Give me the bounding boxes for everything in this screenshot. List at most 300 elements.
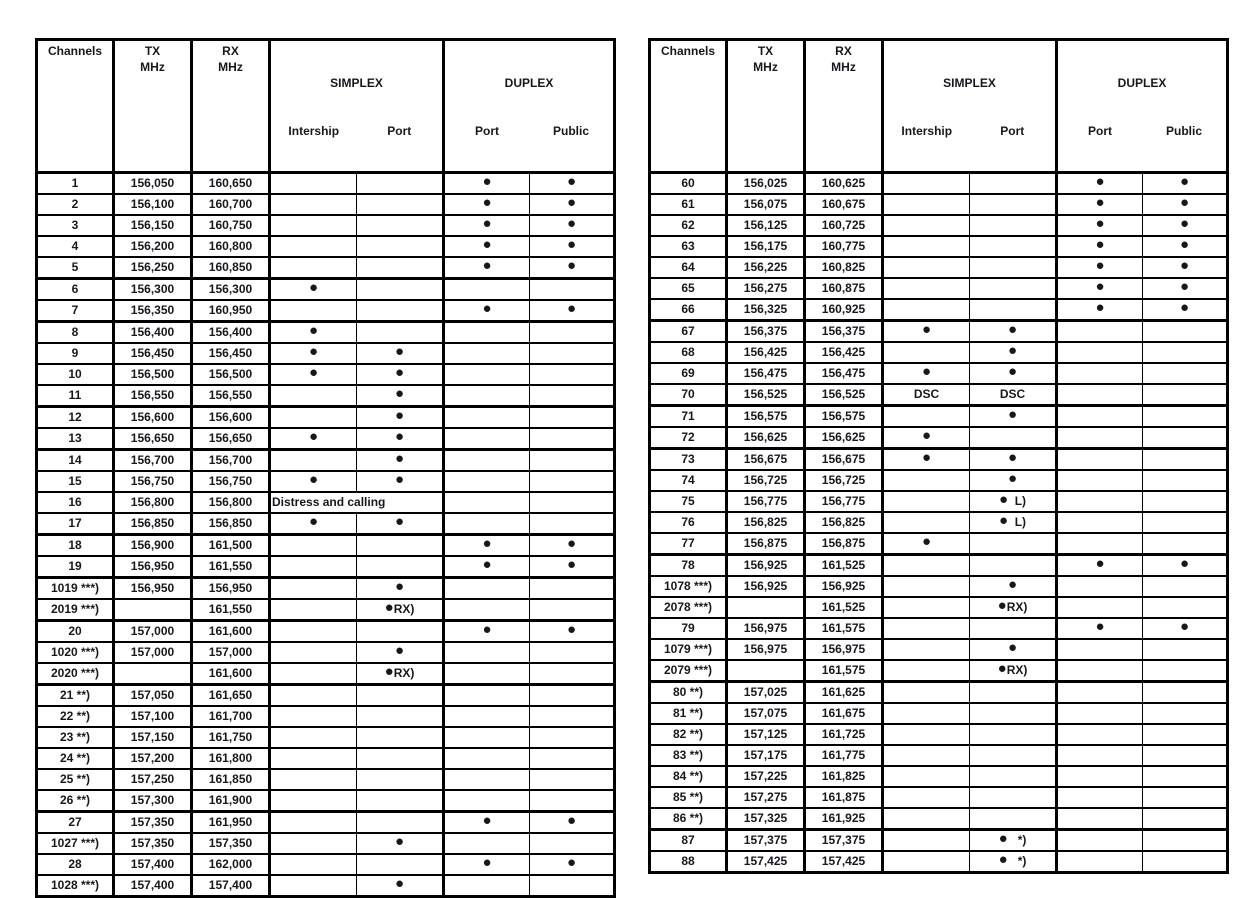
channel-row — [37, 492, 615, 513]
simplex-port-cell — [970, 342, 1057, 363]
channel-cell: 86 **) — [650, 808, 727, 830]
channel-row — [37, 173, 615, 195]
tx-frequency-cell: 156,875 — [727, 533, 805, 555]
channel-row — [650, 745, 1228, 766]
channel-row — [37, 854, 615, 875]
simplex-intership-cell: DSC — [883, 384, 970, 406]
duplex-public-cell — [530, 748, 615, 769]
rx-frequency-cell: 161,650 — [192, 685, 270, 707]
simplex-intership-cell — [270, 642, 357, 663]
filled-dot-icon: ● — [566, 173, 577, 190]
duplex-public-cell — [1143, 321, 1228, 343]
simplex-port-cell — [970, 236, 1057, 257]
simplex-port-cell — [357, 194, 444, 215]
duplex-port-cell — [1057, 597, 1143, 618]
duplex-port-cell — [1057, 491, 1143, 512]
rx-frequency-cell: 162,000 — [192, 854, 270, 875]
tx-frequency-cell: 157,325 — [727, 808, 805, 830]
channel-row — [650, 639, 1228, 660]
duplex-public-cell — [1143, 660, 1228, 682]
simplex-intership-cell — [270, 812, 357, 834]
duplex-public-cell — [530, 875, 615, 897]
simplex-port-cell — [970, 597, 1057, 618]
duplex-port-cell — [444, 833, 530, 854]
col-header-simplex — [270, 40, 444, 173]
rx-frequency-cell: 156,750 — [192, 471, 270, 492]
filled-dot-icon: ● — [997, 597, 1007, 614]
filled-dot-icon: ● — [394, 364, 405, 381]
tx-frequency-cell: 156,625 — [727, 427, 805, 449]
channel-cell: 71 — [650, 406, 727, 428]
filled-dot-icon: ● — [921, 449, 932, 466]
channel-row — [37, 364, 615, 385]
tx-frequency-cell: 156,150 — [114, 215, 192, 236]
duplex-public-cell — [530, 833, 615, 854]
tx-frequency-cell: 156,575 — [727, 406, 805, 428]
tx-frequency-cell: 156,300 — [114, 279, 192, 301]
tx-frequency-cell: 157,225 — [727, 766, 805, 787]
channel-cell: 81 **) — [650, 703, 727, 724]
duplex-public-cell — [530, 173, 615, 195]
tx-frequency-cell: 156,100 — [114, 194, 192, 215]
duplex-port-cell — [1057, 682, 1143, 704]
table-body — [37, 173, 615, 897]
rx-frequency-cell: 156,650 — [192, 428, 270, 450]
tx-frequency-cell: 157,050 — [114, 685, 192, 707]
simplex-port-cell — [970, 278, 1057, 299]
simplex-intership-cell — [270, 599, 357, 621]
tx-frequency-cell — [727, 660, 805, 682]
simplex-intership-cell — [883, 491, 970, 512]
simplex-intership-cell — [270, 513, 357, 535]
simplex-intership-cell — [270, 194, 357, 215]
col-header-simplex — [883, 40, 1057, 173]
rx-frequency-cell: 160,925 — [805, 299, 883, 321]
channel-cell: 75 — [650, 491, 727, 512]
simplex-label: SIMPLEX — [330, 76, 383, 90]
cell-footnote: *) — [1007, 833, 1027, 847]
rx-frequency-cell: 156,925 — [805, 576, 883, 597]
duplex-port-cell — [1057, 787, 1143, 808]
filled-dot-icon: ● — [308, 513, 319, 530]
channel-cell: 78 — [650, 555, 727, 577]
rx-frequency-cell: 161,750 — [192, 727, 270, 748]
duplex-port-cell — [1057, 299, 1143, 321]
duplex-port-cell — [444, 706, 530, 727]
rx-frequency-cell: 160,625 — [805, 173, 883, 195]
duplex-public-cell — [1143, 236, 1228, 257]
channel-cell: 68 — [650, 342, 727, 363]
tx-frequency-cell: 157,375 — [727, 830, 805, 852]
col-header-channels — [37, 40, 114, 173]
duplex-port-cell — [444, 385, 530, 407]
filled-dot-icon: ● — [308, 322, 319, 339]
simplex-intership-cell — [270, 343, 357, 364]
duplex-public-cell — [1143, 278, 1228, 299]
channel-cell: 13 — [37, 428, 114, 450]
rx-frequency-cell: 161,700 — [192, 706, 270, 727]
duplex-port-cell — [1057, 533, 1143, 555]
channel-cell: 64 — [650, 257, 727, 278]
cell-footnote: RX) — [393, 666, 415, 680]
duplex-port-cell — [1057, 724, 1143, 745]
table-header — [650, 40, 1228, 173]
simplex-port-cell — [357, 854, 444, 875]
rx-frequency-cell: 161,900 — [192, 790, 270, 812]
simplex-intership-cell — [883, 236, 970, 257]
tx-frequency-cell: 157,000 — [114, 642, 192, 663]
simplex-intership-cell — [883, 597, 970, 618]
tx-frequency-cell: 156,800 — [114, 492, 192, 513]
simplex-intership-cell — [270, 279, 357, 301]
tx-frequency-cell: 157,175 — [727, 745, 805, 766]
tx-frequency-cell: 157,200 — [114, 748, 192, 769]
distress-and-calling-cell: Distress and calling — [270, 492, 444, 513]
channel-cell: 74 — [650, 470, 727, 491]
tx-frequency-cell: 157,400 — [114, 875, 192, 897]
filled-dot-icon: ● — [566, 556, 577, 573]
rx-frequency-cell: 156,450 — [192, 343, 270, 364]
duplex-port-cell — [444, 428, 530, 450]
filled-dot-icon: ● — [998, 491, 1009, 508]
channel-cell: 1019 ***) — [37, 578, 114, 600]
filled-dot-icon: ● — [394, 513, 405, 530]
channel-row — [37, 450, 615, 472]
rx-frequency-cell: 161,925 — [805, 808, 883, 830]
channel-row — [650, 215, 1228, 236]
rx-frequency-cell: 161,625 — [805, 682, 883, 704]
simplex-intership-cell — [883, 470, 970, 491]
channel-cell: 24 **) — [37, 748, 114, 769]
duplex-label: DUPLEX — [1117, 76, 1167, 90]
rx-frequency-cell: 161,725 — [805, 724, 883, 745]
duplex-public-cell — [1143, 597, 1228, 618]
simplex-intership-cell — [270, 236, 357, 257]
channel-row — [37, 513, 615, 535]
channel-row — [37, 748, 615, 769]
tx-frequency-cell: 156,450 — [114, 343, 192, 364]
rx-frequency-cell: 156,625 — [805, 427, 883, 449]
channel-row — [650, 257, 1228, 278]
simplex-port-cell — [970, 427, 1057, 449]
vhf-channel-table-60-88 — [648, 38, 1229, 874]
duplex-port-cell — [1057, 236, 1143, 257]
simplex-port-cell — [970, 618, 1057, 639]
tx-frequency-cell: 156,975 — [727, 639, 805, 660]
filled-dot-icon: ● — [566, 236, 577, 253]
duplex-port-cell — [1057, 745, 1143, 766]
simplex-port-cell — [970, 660, 1057, 682]
filled-dot-icon: ● — [566, 300, 577, 317]
simplex-port-cell — [357, 257, 444, 279]
duplex-port-cell — [1057, 257, 1143, 278]
duplex-public-cell — [530, 471, 615, 492]
simplex-intership-cell — [270, 450, 357, 472]
simplex-intership-cell — [270, 727, 357, 748]
rx-frequency-cell: 160,700 — [192, 194, 270, 215]
tx-frequency-cell: 157,400 — [114, 854, 192, 875]
duplex-public-cell — [1143, 808, 1228, 830]
tx-frequency-cell: 156,775 — [727, 491, 805, 512]
filled-dot-icon: ● — [998, 830, 1008, 847]
duplex-public-cell — [1143, 533, 1228, 555]
rx-frequency-cell: 156,400 — [192, 322, 270, 344]
tx-frequency-cell: 156,600 — [114, 407, 192, 429]
duplex-public-cell — [1143, 427, 1228, 449]
rx-frequency-cell: 160,850 — [192, 257, 270, 279]
duplex-public-cell — [530, 790, 615, 812]
rx-frequency-cell: 161,775 — [805, 745, 883, 766]
simplex-port-cell — [970, 533, 1057, 555]
channel-row — [37, 428, 615, 450]
filled-dot-icon: ● — [1007, 639, 1018, 656]
simplex-intership-cell — [883, 639, 970, 660]
duplex-public-cell — [530, 812, 615, 834]
tx-frequency-cell: 157,300 — [114, 790, 192, 812]
filled-dot-icon: ● — [482, 257, 492, 274]
filled-dot-icon: ● — [482, 621, 492, 638]
duplex-public-cell — [1143, 384, 1228, 406]
channel-cell: 70 — [650, 384, 727, 406]
duplex-port-cell — [1057, 363, 1143, 384]
duplex-public-cell — [530, 407, 615, 429]
duplex-public-cell — [530, 194, 615, 215]
duplex-port-cell — [1057, 555, 1143, 577]
cell-footnote: RX) — [1006, 663, 1028, 677]
filled-dot-icon: ● — [394, 642, 405, 659]
channel-cell: 84 **) — [650, 766, 727, 787]
duplex-public-cell — [1143, 724, 1228, 745]
channel-cell: 1020 ***) — [37, 642, 114, 663]
cell-footnote: RX) — [393, 602, 415, 616]
tx-frequency-cell: 157,150 — [114, 727, 192, 748]
simplex-intership-cell — [883, 787, 970, 808]
simplex-port-cell — [357, 790, 444, 812]
channel-cell: 21 **) — [37, 685, 114, 707]
filled-dot-icon: ● — [384, 663, 394, 680]
duplex-port-cell — [1057, 406, 1143, 428]
filled-dot-icon: ● — [1179, 299, 1190, 316]
duplex-port-cell — [1057, 512, 1143, 533]
duplex-public-cell — [1143, 257, 1228, 278]
filled-dot-icon: ● — [1095, 555, 1105, 572]
rx-frequency-cell: 161,600 — [192, 663, 270, 685]
filled-dot-icon: ● — [1007, 321, 1018, 338]
duplex-public-cell — [1143, 682, 1228, 704]
channel-row — [650, 194, 1228, 215]
duplex-port-cell — [1057, 766, 1143, 787]
tx-frequency-cell: 156,950 — [114, 578, 192, 600]
filled-dot-icon: ● — [384, 599, 394, 616]
filled-dot-icon: ● — [1095, 236, 1105, 253]
channel-row — [37, 279, 615, 301]
filled-dot-icon: ● — [394, 875, 405, 892]
rx-frequency-cell: 161,800 — [192, 748, 270, 769]
channel-row — [650, 236, 1228, 257]
channel-cell: 26 **) — [37, 790, 114, 812]
tx-frequency-cell: 156,225 — [727, 257, 805, 278]
tx-frequency-cell: 156,425 — [727, 342, 805, 363]
simplex-intership-cell — [883, 618, 970, 639]
simplex-port-cell — [357, 769, 444, 790]
simplex-intership-cell — [883, 215, 970, 236]
channel-row — [650, 618, 1228, 639]
simplex-port-cell — [357, 407, 444, 429]
duplex-port-cell — [1057, 173, 1143, 195]
channel-cell: 5 — [37, 257, 114, 279]
duplex-port-cell — [444, 535, 530, 557]
duplex-port-cell — [1057, 470, 1143, 491]
channel-row — [37, 236, 615, 257]
channel-row — [37, 812, 615, 834]
filled-dot-icon: ● — [1007, 470, 1018, 487]
tx-frequency-cell: 156,200 — [114, 236, 192, 257]
simplex-intership-cell — [883, 851, 970, 873]
channel-row — [37, 685, 615, 707]
duplex-public-cell — [530, 621, 615, 643]
channel-row — [650, 384, 1228, 406]
rx-frequency-cell: 160,650 — [192, 173, 270, 195]
duplex-port-cell — [444, 364, 530, 385]
duplex-public-cell — [530, 385, 615, 407]
channel-row — [650, 512, 1228, 533]
tx-frequency-cell: 156,350 — [114, 300, 192, 322]
channel-row — [37, 343, 615, 364]
simplex-intership-cell — [883, 682, 970, 704]
rx-frequency-cell: 161,525 — [805, 555, 883, 577]
simplex-port-cell — [357, 875, 444, 897]
tx-label: TX — [757, 44, 774, 58]
duplex-public-cell — [530, 322, 615, 344]
duplex-public-cell — [1143, 215, 1228, 236]
filled-dot-icon: ● — [482, 194, 492, 211]
channel-row — [650, 299, 1228, 321]
rx-frequency-cell: 160,725 — [805, 215, 883, 236]
filled-dot-icon: ● — [394, 450, 405, 467]
tx-frequency-cell: 156,850 — [114, 513, 192, 535]
cell-footnote: L) — [1008, 494, 1027, 508]
simplex-port-cell — [970, 808, 1057, 830]
tx-frequency-cell: 157,125 — [727, 724, 805, 745]
simplex-port-cell — [970, 321, 1057, 343]
duplex-port-label: Port — [475, 124, 500, 138]
simplex-port-cell — [357, 450, 444, 472]
simplex-intership-cell — [883, 724, 970, 745]
duplex-port-cell — [444, 215, 530, 236]
rx-frequency-cell: 156,775 — [805, 491, 883, 512]
simplex-intership-cell — [270, 621, 357, 643]
duplex-port-cell — [444, 854, 530, 875]
channel-cell: 10 — [37, 364, 114, 385]
filled-dot-icon: ● — [308, 364, 319, 381]
channel-row — [650, 682, 1228, 704]
tx-frequency-cell: 156,050 — [114, 173, 192, 195]
simplex-port-cell — [970, 555, 1057, 577]
filled-dot-icon: ● — [482, 236, 492, 253]
duplex-public-cell — [530, 236, 615, 257]
duplex-public-cell — [1143, 787, 1228, 808]
channel-cell: 85 **) — [650, 787, 727, 808]
simplex-port-cell — [970, 449, 1057, 471]
rx-frequency-cell: 156,875 — [805, 533, 883, 555]
duplex-port-cell — [1057, 830, 1143, 852]
channel-row — [37, 257, 615, 279]
duplex-port-cell — [1057, 618, 1143, 639]
duplex-port-cell — [1057, 576, 1143, 597]
duplex-public-cell — [530, 642, 615, 663]
tx-frequency-cell: 156,400 — [114, 322, 192, 344]
channel-cell: 15 — [37, 471, 114, 492]
simplex-port-cell — [357, 385, 444, 407]
simplex-port-cell — [970, 682, 1057, 704]
tx-frequency-cell: 156,500 — [114, 364, 192, 385]
tx-frequency-cell: 156,675 — [727, 449, 805, 471]
header-row — [37, 40, 615, 173]
rx-frequency-cell: 161,575 — [805, 618, 883, 639]
simplex-intership-cell — [270, 875, 357, 897]
public-label: Public — [553, 124, 590, 138]
simplex-intership-cell — [270, 663, 357, 685]
channel-cell: 69 — [650, 363, 727, 384]
simplex-port-cell — [357, 535, 444, 557]
channel-row — [650, 321, 1228, 343]
channel-row — [650, 597, 1228, 618]
channel-cell: 14 — [37, 450, 114, 472]
rx-frequency-cell: 160,825 — [805, 257, 883, 278]
duplex-port-cell — [1057, 278, 1143, 299]
rx-frequency-cell: 156,825 — [805, 512, 883, 533]
rx-frequency-cell: 156,850 — [192, 513, 270, 535]
duplex-public-cell — [1143, 639, 1228, 660]
duplex-port-cell — [444, 194, 530, 215]
tx-frequency-cell: 156,700 — [114, 450, 192, 472]
simplex-port-cell — [970, 639, 1057, 660]
channel-cell: 23 **) — [37, 727, 114, 748]
channel-cell: 2019 ***) — [37, 599, 114, 621]
simplex-intership-cell — [883, 808, 970, 830]
mhz-label: MHz — [218, 60, 243, 74]
simplex-intership-cell — [270, 556, 357, 578]
filled-dot-icon: ● — [1095, 278, 1105, 295]
simplex-intership-cell — [270, 833, 357, 854]
simplex-intership-cell — [883, 766, 970, 787]
channel-row — [650, 342, 1228, 363]
simplex-port-cell — [357, 748, 444, 769]
simplex-port-cell — [357, 578, 444, 600]
duplex-public-cell — [530, 257, 615, 279]
tx-frequency-cell: 156,275 — [727, 278, 805, 299]
filled-dot-icon: ● — [308, 343, 319, 360]
rx-frequency-cell: 156,475 — [805, 363, 883, 384]
channel-row — [37, 833, 615, 854]
simplex-port-label: Port — [387, 124, 412, 138]
duplex-port-cell — [444, 769, 530, 790]
duplex-public-cell — [1143, 618, 1228, 639]
rx-label: RX — [222, 44, 239, 58]
simplex-intership-cell — [883, 342, 970, 363]
duplex-port-cell — [1057, 427, 1143, 449]
simplex-port-cell — [357, 599, 444, 621]
duplex-public-cell — [1143, 491, 1228, 512]
simplex-port-cell: DSC — [970, 384, 1057, 406]
channel-row — [650, 787, 1228, 808]
duplex-public-cell — [530, 599, 615, 621]
simplex-intership-cell — [883, 257, 970, 278]
duplex-port-cell — [444, 513, 530, 535]
simplex-port-cell — [970, 576, 1057, 597]
simplex-port-cell — [357, 513, 444, 535]
tx-frequency-cell: 157,000 — [114, 621, 192, 643]
